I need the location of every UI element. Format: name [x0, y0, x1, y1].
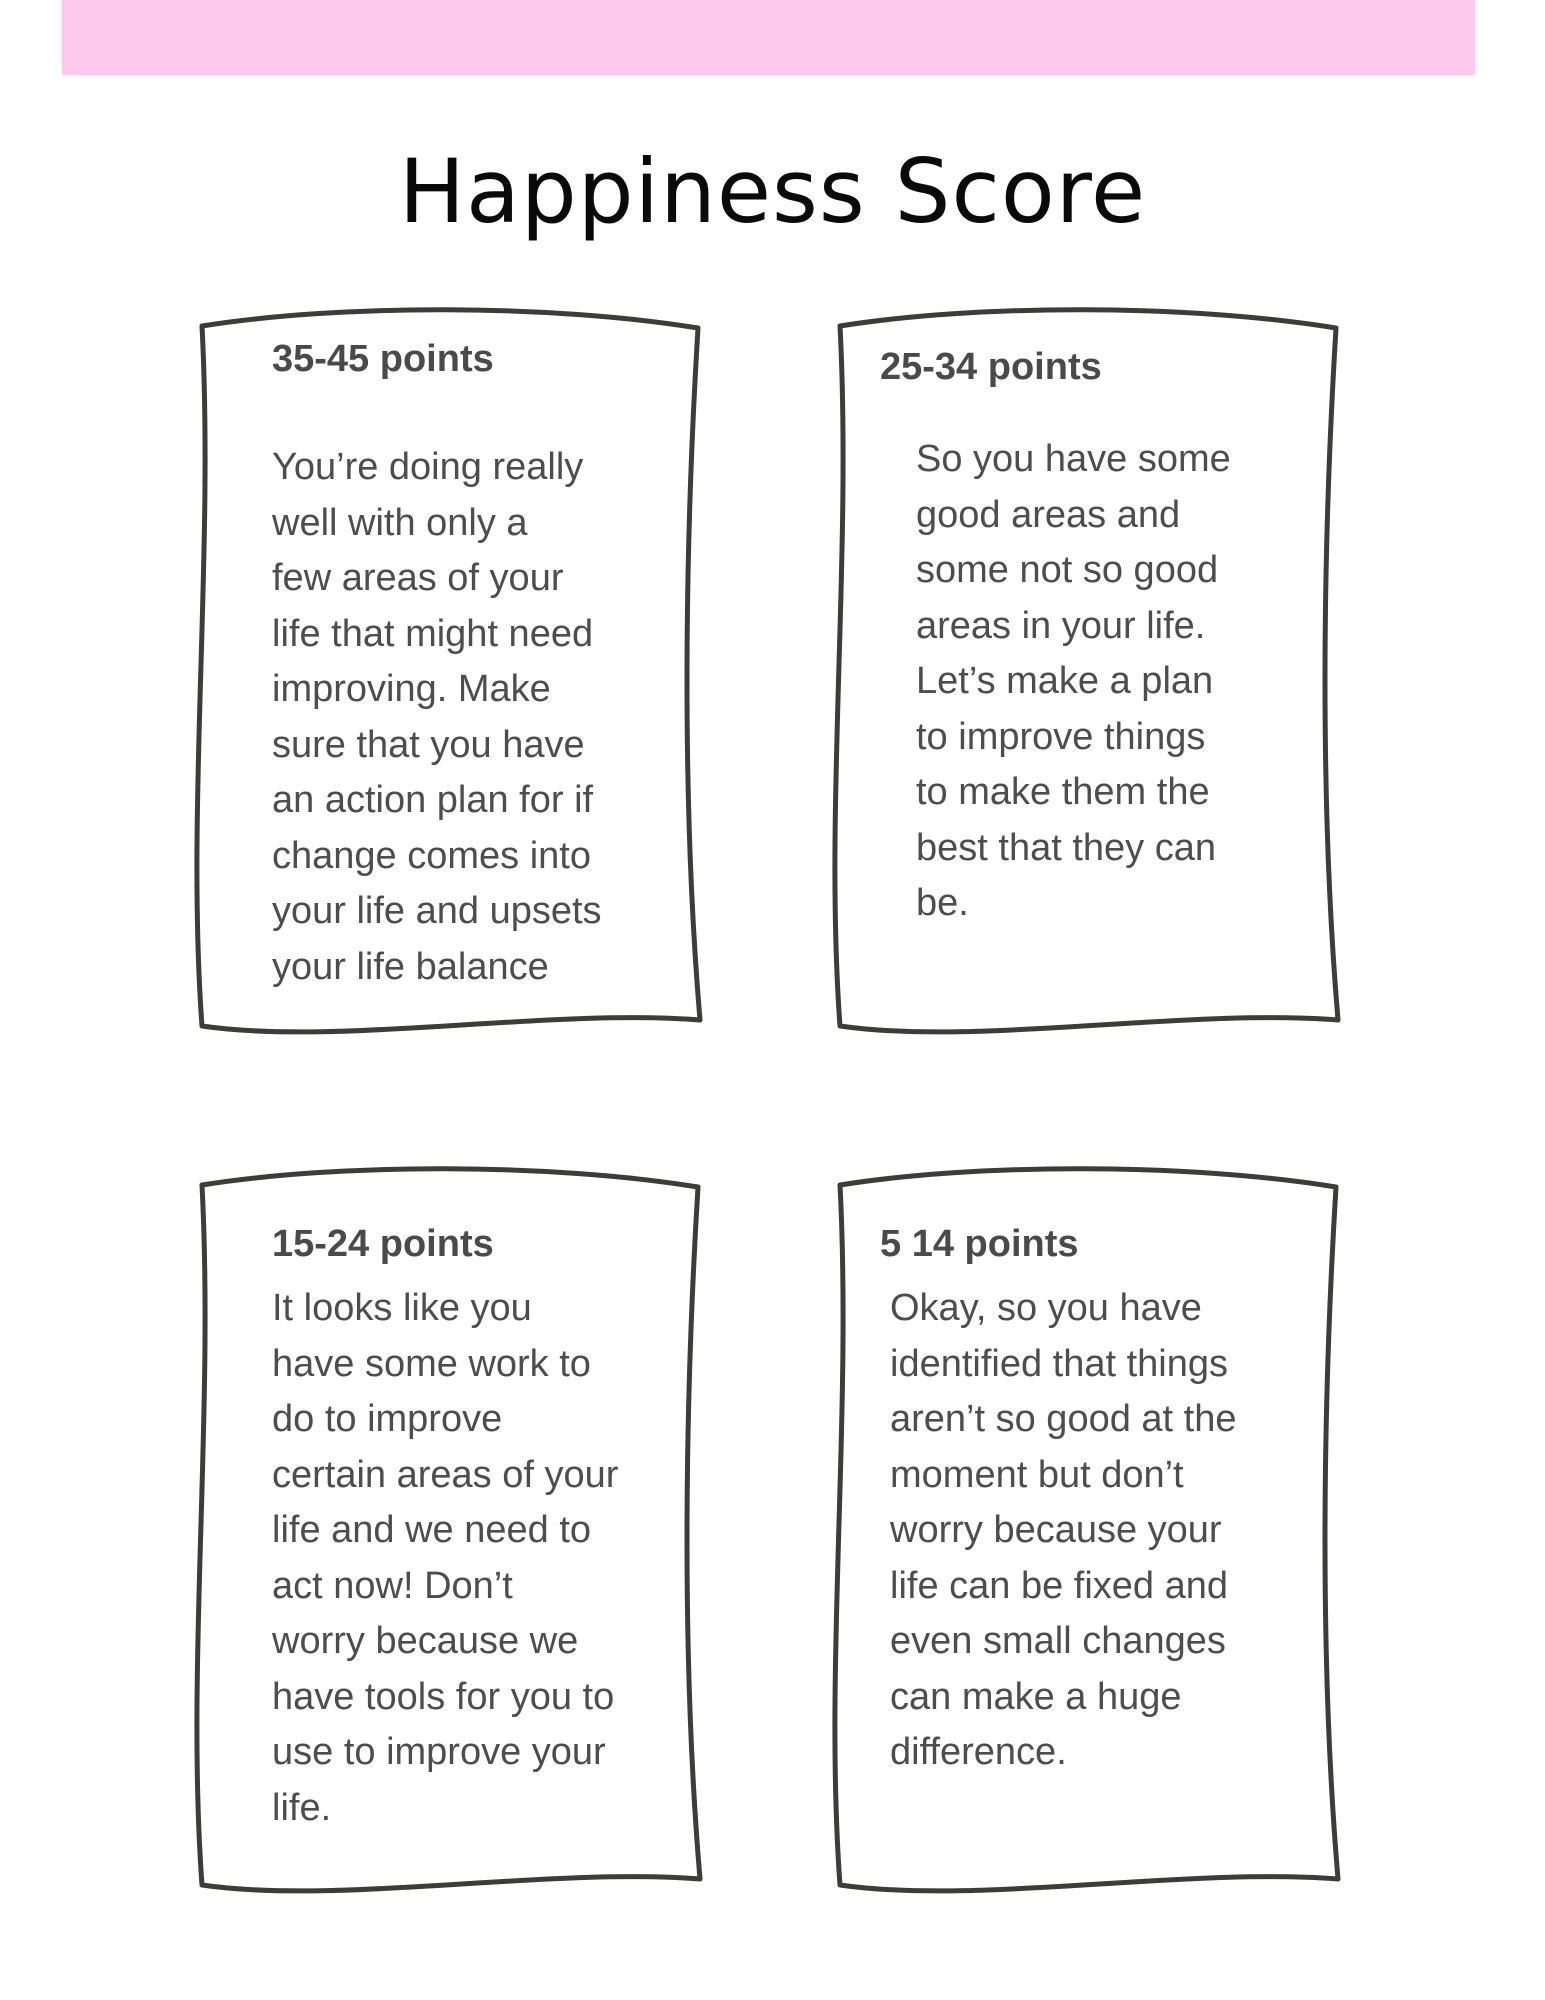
card-heading: 35-45 points: [272, 338, 494, 380]
card-heading: 15-24 points: [272, 1223, 494, 1265]
card-body: It looks like you have some work to do to improve certain areas of your life and we need to act now! Don’t worry because we have tools for you to use to improve your life.: [272, 1287, 619, 1829]
card-heading: 5 14 points: [880, 1223, 1079, 1265]
score-card-15-24: [190, 1167, 710, 1907]
score-card-25-34: [828, 308, 1348, 1048]
card-body: You’re doing really well with only a few areas of your life that might need improving. Make sure that you have an action plan for if change comes into your life and upsets your life balance: [272, 446, 602, 988]
card-heading: 25-34 points: [880, 346, 1102, 388]
top-color-band: [62, 0, 1475, 75]
page-title: Happiness Score: [398, 140, 1147, 243]
score-card-5-14: [828, 1167, 1348, 1907]
score-card-35-45: [190, 308, 710, 1048]
card-body: So you have some good areas and some not so good areas in your life. Let’s make a plan to improve things to make them the best that they can be.: [916, 438, 1231, 924]
card-body: Okay, so you have identified that things aren’t so good at the moment but don’t worry because your life can be fixed and even small changes can make a huge difference.: [890, 1287, 1237, 1773]
